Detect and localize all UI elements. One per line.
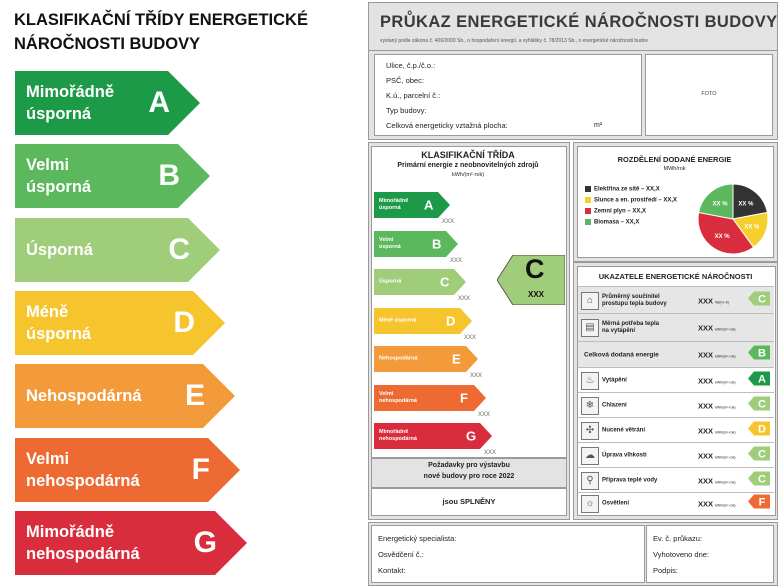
indicator-value-text: XXX <box>698 426 714 435</box>
req-line3: jsou SPLNĚNY <box>442 497 496 506</box>
class-threshold: XXX <box>478 411 491 418</box>
footer-left-field: Energetický specialista: <box>378 534 457 543</box>
indicator-name-line1: Osvětlení <box>602 500 630 507</box>
small-class-line2: úsporná <box>379 205 401 211</box>
legend-item <box>585 197 677 204</box>
small-class-arrow-g <box>374 423 492 449</box>
small-class-label <box>379 429 417 443</box>
indicator-name-line2: na vytápění <box>602 328 636 334</box>
class-label <box>26 448 140 492</box>
address-field-2: K.ú., parcelní č.: <box>386 91 441 100</box>
class-label-line2: nehospodárná <box>26 544 140 563</box>
indicator-name <box>602 477 657 484</box>
class-threshold: XXX <box>442 219 455 225</box>
footer-left-field: Kontakt: <box>378 566 406 575</box>
class-subtitle: Primární energie z neobnovitelných zdrojů <box>397 162 539 169</box>
indicator-unit: kWh/(m²·rok) <box>715 327 736 332</box>
indicator-value-text: XXX <box>698 376 714 385</box>
indicator-badge <box>748 471 770 490</box>
class-letter: F <box>191 452 210 486</box>
class-threshold: XXX <box>470 373 483 379</box>
small-class-arrow-e <box>374 346 478 372</box>
class-label-line1: Méně <box>26 302 69 321</box>
indicator-name <box>584 352 659 359</box>
indicator-badge-letter: B <box>758 347 766 360</box>
indicator-name-line1: Celková dodaná energie <box>584 351 659 359</box>
class-threshold: XXX <box>450 257 463 264</box>
left-title-line2: NÁROČNOSTI BUDOVY <box>14 35 201 53</box>
class-arrow-a <box>15 71 200 135</box>
class-label-line1: Velmi <box>26 449 70 468</box>
indicator-row <box>578 286 774 314</box>
class-label <box>26 301 91 345</box>
small-class-line1: Mimořádně <box>379 429 409 435</box>
class-label <box>26 81 114 125</box>
footer-left-field: Osvědčení č.: <box>378 550 424 559</box>
indicator-badge <box>748 346 770 365</box>
left-title <box>14 8 364 56</box>
small-class-line1: Velmi <box>379 390 394 397</box>
indicator-name-line1: Příprava teplé vody <box>602 477 658 483</box>
indicator-badge-shape <box>748 346 770 360</box>
indicator-name <box>602 294 667 308</box>
small-class-arrow-f <box>374 385 486 411</box>
footer-right-field: Podpis: <box>653 566 679 575</box>
legend-item <box>585 219 639 226</box>
pie-slice-label: XX % <box>712 201 728 208</box>
small-class-line2: úsporná <box>379 243 401 250</box>
indicator-value-text: XXX <box>698 350 714 360</box>
indicator-badge <box>748 291 770 310</box>
indicator-name <box>602 501 629 508</box>
indicator-value-text: XXX <box>698 296 714 305</box>
class-title: KLASIFIKAČNÍ TŘÍDA <box>421 150 515 160</box>
class-arrow-g <box>15 511 247 575</box>
doc-title: PRŮKAZ ENERGETICKÉ NÁROČNOSTI BUDOVY <box>380 13 778 31</box>
indicator-value <box>698 296 729 305</box>
class-letter: E <box>184 379 205 413</box>
legend-swatch <box>585 197 591 203</box>
class-label-line1: Úsporná <box>26 240 93 259</box>
indicator-name <box>602 321 659 335</box>
photo-label: FOTO <box>701 91 717 97</box>
doc-subtitle: vystaný podle zákona č. 406/2000 Sb., o hospodaření energií, a vyhlášky č. 78/2013 Sb., o energetické náročnosti budov <box>380 38 648 44</box>
indicator-unit: W/(m²·K) <box>715 300 730 304</box>
address-field-4: Celková energeticky vztažná plocha: <box>386 121 508 130</box>
class-letter: C <box>168 232 190 266</box>
indicator-badge-shape <box>748 291 770 305</box>
indicator-unit: kWh/(m²·rok) <box>715 480 736 484</box>
area-unit: m² <box>594 122 603 129</box>
address-field-0: Ulice, č.p./č.o.: <box>386 61 436 70</box>
indicator-unit: kWh/(m²·rok) <box>715 430 736 434</box>
class-arrow-e <box>15 364 235 428</box>
indicator-icon: ❄ <box>581 397 599 415</box>
small-class-letter: A <box>424 197 434 213</box>
indicator-unit: kWh/(m²·rok) <box>715 455 736 459</box>
indicator-badge-letter: C <box>758 473 766 485</box>
indicator-row <box>578 392 774 418</box>
small-class-label <box>379 317 416 324</box>
legend-item <box>585 208 646 215</box>
class-letter: G <box>193 525 217 559</box>
photo-box <box>645 54 773 136</box>
small-class-letter: D <box>446 313 456 328</box>
class-unit: kWh/(m²·rok) <box>451 172 485 178</box>
legend-label: Slunce a en. prostředí – XX,X <box>594 197 678 204</box>
class-label <box>26 521 140 565</box>
pie-slice-label: XX % <box>744 224 760 231</box>
pie-slice-label: XX % <box>738 201 754 208</box>
class-label-line2: úsporná <box>26 324 92 343</box>
class-letter: D <box>173 305 195 339</box>
small-class-label <box>379 391 417 405</box>
class-label-line2: úsporná <box>26 178 92 197</box>
class-label <box>26 154 91 198</box>
class-threshold: XXX <box>458 296 471 302</box>
indicator-badge-shape <box>748 396 770 410</box>
indicator-name-line1: Měrná potřeba tepla <box>602 321 660 327</box>
indicator-icon: ☼ <box>581 495 599 513</box>
legend-label: Elektřina ze sítě – XX,X <box>594 186 660 193</box>
indicator-row <box>578 341 774 368</box>
indicator-name <box>602 402 627 409</box>
small-class-line1: Nehospodárná <box>379 355 418 362</box>
small-class-arrow-c <box>374 269 466 295</box>
legend-label: Zemní plyn – XX,X <box>594 208 647 215</box>
indicator-value <box>698 426 736 435</box>
small-class-letter: G <box>466 428 477 444</box>
indicator-name <box>602 427 645 434</box>
small-class-arrow-d <box>374 308 472 334</box>
legend-label: Biomasa – XX,X <box>594 219 640 226</box>
small-class-letter: B <box>432 236 442 251</box>
indicator-icon: ♨ <box>581 372 599 390</box>
indicator-row <box>578 492 774 515</box>
indicator-unit: kWh/(m²·rok) <box>715 503 736 508</box>
small-class-label <box>379 356 418 363</box>
legend-swatch <box>585 219 591 225</box>
indicator-badge-letter: D <box>758 423 766 435</box>
class-label-line1: Nehospodárná <box>26 387 142 406</box>
indicator-icon: ☁ <box>581 447 599 465</box>
small-class-line1: Mimořádně <box>379 198 409 204</box>
small-class-arrow-b <box>374 231 458 257</box>
indicator-value <box>698 351 736 360</box>
indicator-badge <box>748 446 770 465</box>
current-class-value: XXX <box>528 290 545 299</box>
indicator-badge <box>748 421 770 440</box>
indicator-name <box>602 377 627 384</box>
indicator-badge-shape <box>748 371 770 385</box>
address-field-3: Typ budovy: <box>386 106 427 115</box>
indicator-badge-letter: A <box>758 373 766 385</box>
small-class-line1: Méně úsporná <box>379 317 417 323</box>
indicator-badge <box>748 371 770 390</box>
class-label <box>26 385 142 407</box>
indicator-row <box>578 467 774 493</box>
distribution-pie <box>696 182 770 256</box>
small-class-letter: E <box>452 351 461 367</box>
indicator-row <box>578 442 774 468</box>
small-class-label <box>379 198 408 212</box>
indicator-row <box>578 417 774 443</box>
left-title-line1: KLASIFIKAČNÍ TŘÍDY ENERGETICKÉ <box>14 11 308 29</box>
indicator-row <box>578 367 774 393</box>
small-class-line1: Velmi <box>379 236 394 243</box>
indicator-value-text: XXX <box>698 323 714 333</box>
indicator-badge-letter: C <box>758 448 766 460</box>
indicator-value <box>698 401 736 410</box>
indicator-value-text: XXX <box>698 499 714 509</box>
class-label-line2: nehospodárná <box>26 471 140 490</box>
indicator-icon: ✣ <box>581 422 599 440</box>
indicator-name-line1: Vytápění <box>602 377 627 383</box>
indicator-name <box>602 452 647 459</box>
small-class-line2: nehospodárná <box>379 436 417 442</box>
requirements-box <box>371 458 567 488</box>
indicator-badge-letter: F <box>758 496 766 509</box>
small-class-line1: Úsporná <box>379 278 402 285</box>
class-arrow-d <box>15 291 225 355</box>
indicator-badge-shape <box>748 446 770 460</box>
indicator-name-line1: Průměrný součinitel <box>602 293 660 300</box>
indicators-title: UKAZATELE ENERGETICKÉ NÁROČNOSTI <box>598 272 753 281</box>
indicator-badge-shape <box>748 471 770 485</box>
indicator-icon: ⚲ <box>581 472 599 490</box>
indicator-icon: ⌂ <box>581 292 599 310</box>
small-class-label <box>379 237 401 251</box>
distribution-title: ROZDĚLENÍ DODANÉ ENERGIE <box>617 155 732 164</box>
class-arrow-b <box>15 144 210 208</box>
pie-slice-label: XX % <box>714 234 730 241</box>
small-class-letter: F <box>460 390 468 405</box>
class-arrow-c <box>15 218 220 282</box>
indicator-badge <box>748 495 770 514</box>
indicator-icon: ▤ <box>581 319 599 337</box>
legend-swatch <box>585 208 591 214</box>
footer-right-field: Ev. č. průkazu: <box>653 534 703 543</box>
indicator-value-text: XXX <box>698 451 714 460</box>
class-label-line1: Mimořádně <box>26 83 115 101</box>
requirements-result <box>371 488 567 516</box>
indicator-value <box>698 376 736 385</box>
class-label <box>26 239 93 261</box>
class-letter: B <box>158 159 180 193</box>
indicator-unit: kWh/(m²·rok) <box>715 354 736 359</box>
footer-right-field: Vyhotoveno dne: <box>653 550 710 559</box>
indicator-name-line1: Chlazení <box>602 402 627 408</box>
indicator-value <box>698 451 736 460</box>
indicator-row <box>578 313 774 342</box>
distribution-unit: MWh/rok <box>663 166 686 172</box>
small-class-line2: nehospodárná <box>379 397 417 404</box>
small-class-letter: C <box>440 274 450 290</box>
legend-swatch <box>585 186 591 192</box>
class-label-line2: úsporná <box>26 105 92 123</box>
small-class-label <box>379 279 401 286</box>
indicator-badge <box>748 396 770 415</box>
legend-item <box>585 186 660 193</box>
indicator-name-line1: Úprava vlhkosti <box>602 452 647 458</box>
req-line2: nové budovy pro roce 2022 <box>423 473 515 480</box>
indicator-name-line2: prostupu tepla budovy <box>602 300 667 307</box>
indicator-value-text: XXX <box>698 401 714 410</box>
class-threshold: XXX <box>484 450 497 456</box>
small-class-arrow-a <box>374 192 450 218</box>
class-arrow-f <box>15 438 240 502</box>
class-threshold: XXX <box>464 334 477 341</box>
indicator-value <box>698 324 736 333</box>
indicator-value-text: XXX <box>698 476 714 485</box>
req-line1: Požadavky pro výstavbu <box>428 462 510 469</box>
indicator-badge-letter: C <box>758 398 766 410</box>
current-class-letter: C <box>525 254 545 284</box>
class-letter: A <box>148 86 170 119</box>
class-label-line1: Mimořádně <box>26 522 115 541</box>
class-label-line1: Velmi <box>26 156 70 175</box>
indicator-value <box>698 476 736 485</box>
indicator-badge-shape <box>748 495 770 509</box>
indicator-unit: kWh/(m²·rok) <box>715 380 736 384</box>
indicator-unit: kWh/(m²·rok) <box>715 405 736 409</box>
indicator-badge-letter: C <box>758 293 766 305</box>
indicator-name-line1: Nucené větrání <box>602 427 646 433</box>
indicator-value <box>698 500 736 509</box>
address-field-1: PSČ, obec: <box>386 76 424 85</box>
indicator-badge-shape <box>748 421 770 435</box>
